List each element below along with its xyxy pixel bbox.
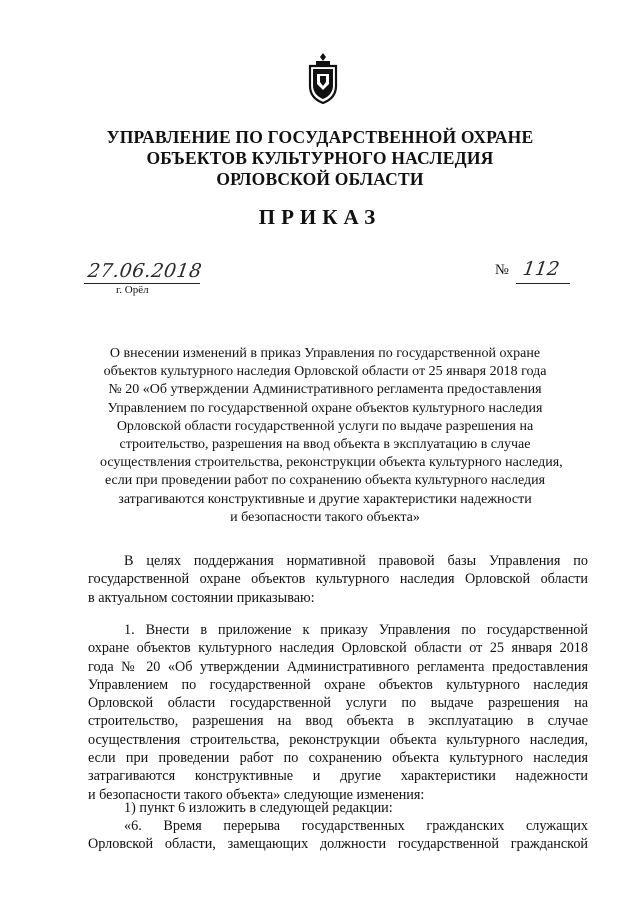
subject-line: затрагиваются конструктивные и другие характеристики надежности	[118, 491, 532, 507]
body-line: 1) пункт 6 изложить в следующей редакции:	[124, 800, 393, 816]
handwritten-date: 27.06.2018	[86, 260, 204, 282]
body-line: затрагиваются конструктивные и другие характеристики надежности	[88, 768, 588, 785]
subject-line: осуществления строительства, реконструкции объекта культурного наследия,	[100, 455, 563, 471]
body-line: охране объектов культурного наследия Орловской области от 25 января 2018	[88, 640, 588, 657]
subject-line: и безопасности такого объекта»	[230, 509, 420, 525]
subject-line: если при проведении работ по сохранению объекта культурного наследия	[104, 473, 546, 489]
clause-1-paragraph	[88, 621, 588, 804]
sub-clause-paragraph	[88, 799, 588, 817]
body-line: Управлением по государственной охране объектов культурного наследия	[88, 676, 588, 693]
subject-line: № 20 «Об утверждении Административного регламента предоставления	[108, 382, 542, 398]
body-line: и безопасности такого объекта» следующие изменения:	[88, 786, 425, 803]
body-line: Орловской области, замещающих должности государственной гражданской	[88, 836, 588, 853]
coat-of-arms-icon	[308, 52, 338, 104]
agency-header-line: ОБЪЕКТОВ КУЛЬТУРНОГО НАСЛЕДИЯ	[146, 148, 494, 168]
body-line: государственной охране объектов культурного наследия Орловской области	[88, 571, 588, 588]
body-line: В целях поддержания нормативной правовой базы Управления по	[124, 553, 588, 569]
handwritten-number: 112	[521, 258, 561, 280]
subject-line: О внесении изменений в приказ Управления по государственной охране	[109, 346, 541, 361]
body-line: 1. Внести в приложение к приказу Управления по государственной	[124, 622, 588, 638]
body-line: года № 20 «Об утверждении Административного регламента предоставления	[88, 658, 588, 675]
body-line: Орловской области государственной услуги по выдаче разрешения на	[88, 695, 588, 712]
subject-line: Орловской области государственной услуги по выдаче разрешения на	[116, 418, 534, 434]
body-line: если при проведении работ по сохранению объекта культурного наследия	[88, 750, 588, 767]
body-line: в актуальном состоянии приказываю:	[88, 589, 315, 606]
subject-line: Управлением по государственной охране объектов культурного наследия	[107, 400, 543, 416]
agency-header-line: ОРЛОВСКОЙ ОБЛАСТИ	[216, 169, 424, 189]
number-label: №	[495, 262, 509, 278]
body-line: «6. Время перерыва государственных гражданских служащих	[124, 818, 588, 834]
body-line: строительство, разрешения на ввод объекта в эксплуатацию в случае	[88, 713, 588, 730]
clause-6-paragraph	[88, 817, 588, 854]
agency-header-line: УПРАВЛЕНИЕ ПО ГОСУДАРСТВЕННОЙ ОХРАНЕ	[106, 127, 534, 147]
subject-line: строительство, разрешения на ввод объекта в эксплуатацию в случае	[119, 437, 531, 453]
document-type-title: ПРИКАЗ	[258, 205, 382, 229]
number-underline	[516, 283, 570, 284]
agency-header	[60, 127, 580, 190]
city-label: г. Орёл	[116, 284, 149, 296]
order-subject	[100, 345, 563, 527]
body-line: осуществления строительства, реконструкции объекта культурного наследия,	[88, 731, 588, 748]
preamble-paragraph	[88, 552, 588, 607]
subject-line: объектов культурного наследия Орловской области от 25 января 2018 года	[103, 364, 547, 380]
